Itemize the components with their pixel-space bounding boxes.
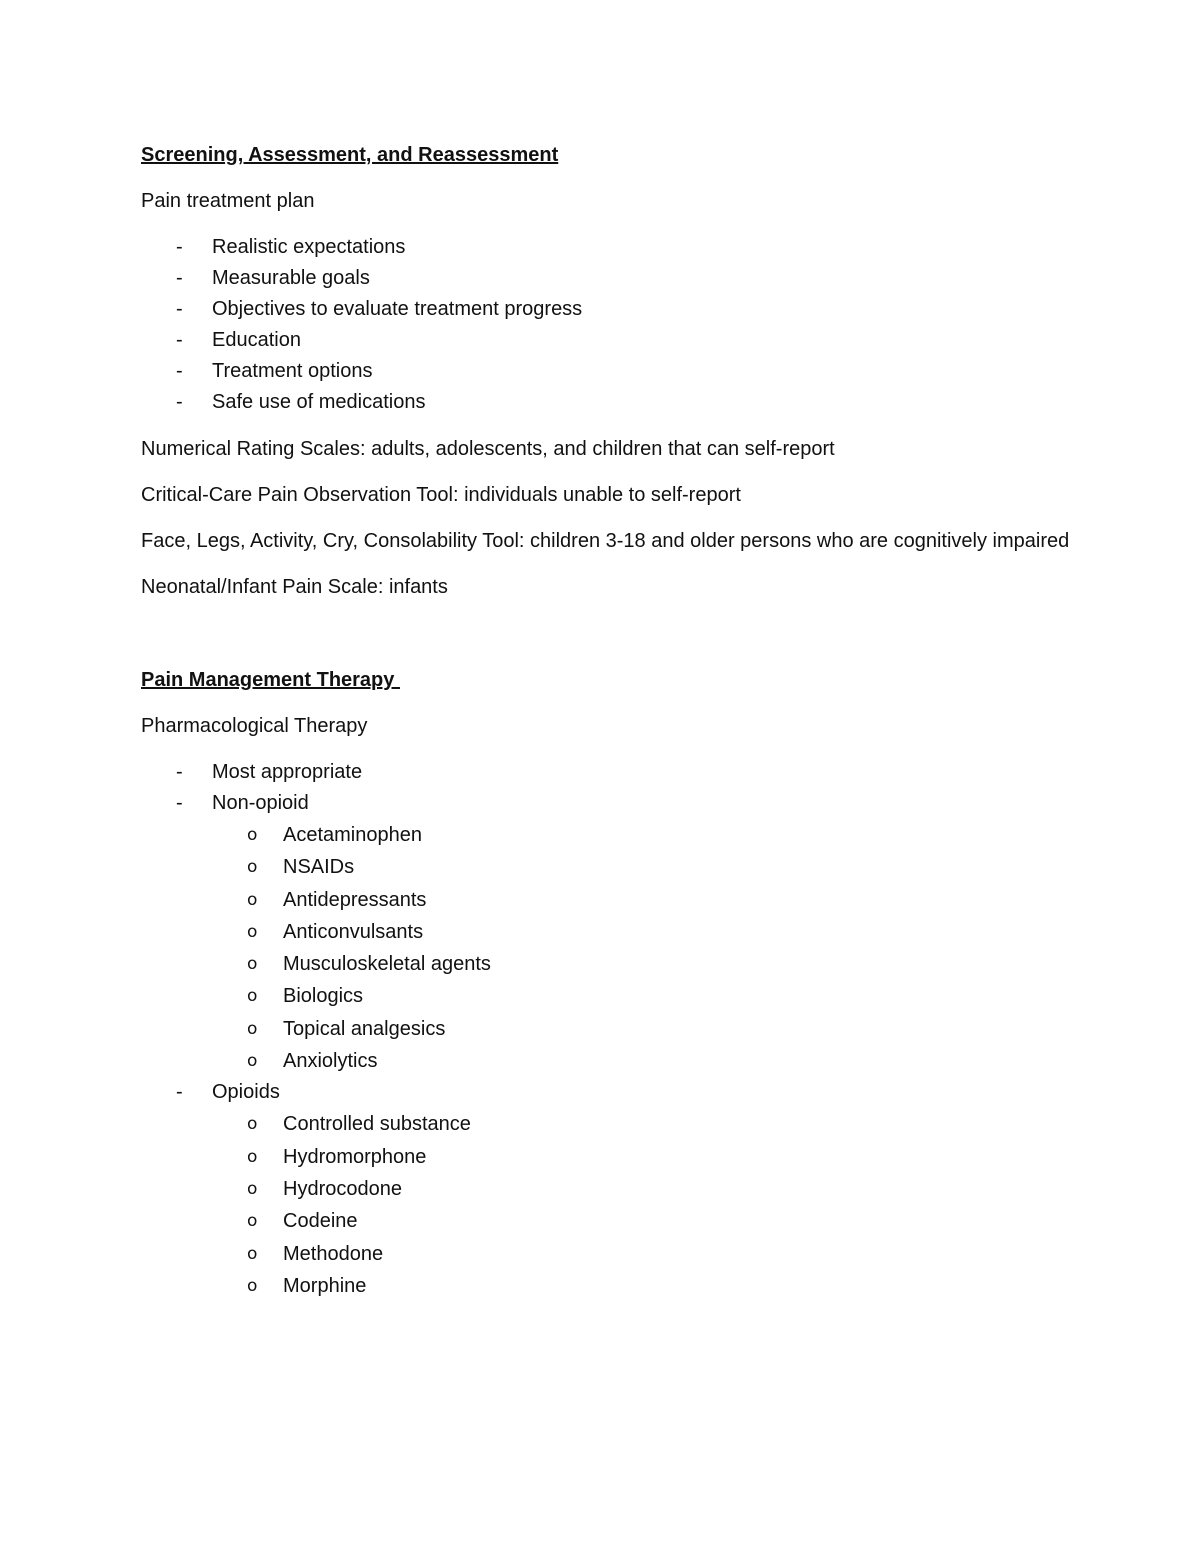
dash-bullet: - (176, 298, 183, 320)
sublist-item: o Topical analgesics (141, 1013, 1071, 1045)
circle-bullet: o (247, 825, 258, 845)
circle-bullet: o (247, 857, 258, 878)
list-item: - Measurable goals (141, 263, 1071, 294)
list-item: - Most appropriate (141, 757, 1071, 788)
sublist-item: o Morphine (141, 1270, 1071, 1302)
treatment-plan-list (141, 232, 1071, 418)
dash-bullet: - (176, 360, 183, 382)
circle-bullet: o (247, 1146, 258, 1167)
dash-bullet: - (176, 792, 183, 814)
list-item-opioids: - Opioids o Controlled substance o Hydromorphone o Hydrocodone o Codeine o Methodone o Morphine (141, 1077, 1071, 1302)
dash-bullet: - (176, 267, 183, 289)
circle-bullet: o (247, 954, 258, 975)
section-subtitle-pharmacological: Pharmacological Therapy (141, 715, 368, 737)
sublist-item: o NSAIDs (141, 851, 1071, 883)
sublist-item: o Controlled substance (141, 1108, 1071, 1140)
list-item: - Education (141, 325, 1071, 356)
sublist-item: o Acetaminophen (141, 819, 1071, 851)
circle-bullet: o (247, 1275, 258, 1296)
dash-bullet: - (176, 391, 183, 413)
sublist-item: o Musculoskeletal agents (141, 948, 1071, 980)
circle-bullet: o (247, 1211, 258, 1232)
dash-bullet: - (176, 761, 183, 783)
sublist-item: o Biologics (141, 980, 1071, 1012)
section-subtitle-treatment-plan: Pain treatment plan (141, 190, 315, 212)
sublist-item: o Methodone (141, 1238, 1071, 1270)
scale-neonatal: Neonatal/Infant Pain Scale: infants (141, 576, 448, 598)
scale-numerical-rating: Numerical Rating Scales: adults, adolescents, and children that can self-report (141, 438, 835, 460)
list-item: - Safe use of medications (141, 387, 1071, 418)
circle-bullet: o (247, 1243, 258, 1264)
list-item-non-opioid: - Non-opioid o Acetaminophen o NSAIDs o Antidepressants o Anticonvulsants o Musculoskeletal agents o Biologics o Topical analgesics o Anxiolytics (141, 788, 1071, 1077)
sublist-item: o Anxiolytics (141, 1045, 1071, 1077)
therapy-list (141, 757, 1071, 1302)
document-page (141, 140, 1071, 1302)
sublist-item: o Hydromorphone (141, 1141, 1071, 1173)
circle-bullet: o (247, 1178, 258, 1199)
sublist-item: o Anticonvulsants (141, 916, 1071, 948)
list-item: - Objectives to evaluate treatment progress (141, 294, 1071, 325)
section-heading-pain-management: Pain Management Therapy (141, 669, 400, 691)
circle-bullet: o (247, 1114, 258, 1135)
dash-bullet: - (176, 236, 183, 258)
scale-critical-care: Critical-Care Pain Observation Tool: individuals unable to self-report (141, 484, 741, 506)
circle-bullet: o (247, 1018, 258, 1039)
list-item: - Treatment options (141, 356, 1071, 387)
opioids-sublist (212, 1108, 1071, 1302)
sublist-item: o Hydrocodone (141, 1173, 1071, 1205)
circle-bullet: o (247, 889, 258, 910)
list-item: - Realistic expectations (141, 232, 1071, 263)
non-opioid-sublist (212, 819, 1071, 1077)
scale-flacc: Face, Legs, Activity, Cry, Consolability Tool: children 3-18 and older persons who are cognitively impaired (141, 530, 1070, 552)
sublist-item: o Codeine (141, 1205, 1071, 1237)
dash-bullet: - (176, 1081, 183, 1104)
dash-bullet: - (176, 329, 183, 351)
sublist-item: o Antidepressants (141, 884, 1071, 916)
circle-bullet: o (247, 986, 258, 1007)
circle-bullet: o (247, 1051, 258, 1072)
circle-bullet: o (247, 921, 258, 942)
section-heading-screening: Screening, Assessment, and Reassessment (141, 144, 559, 166)
